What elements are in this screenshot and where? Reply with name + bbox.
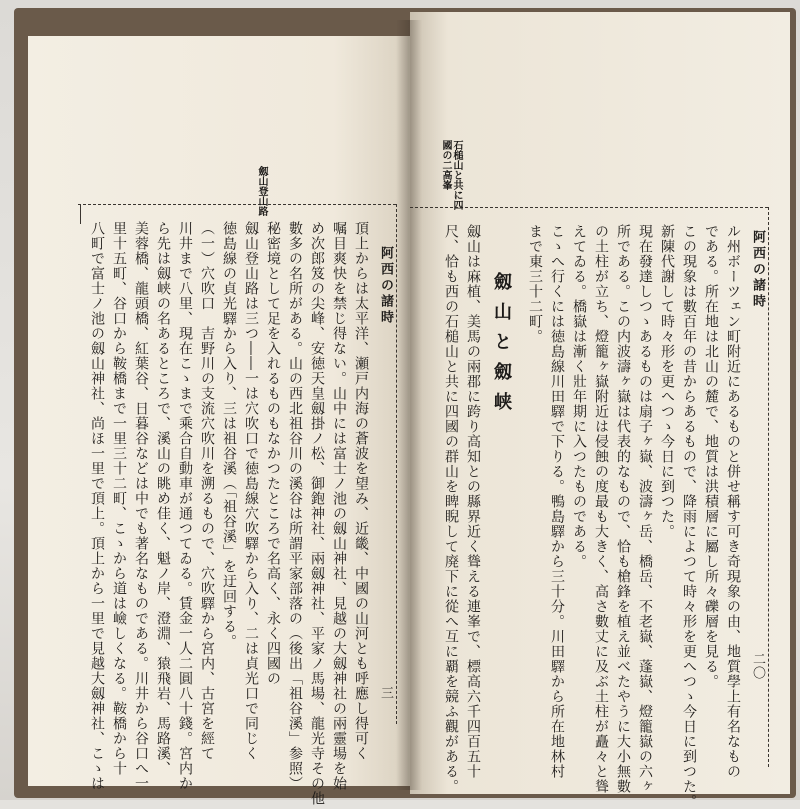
right-frame-right-rule [768,207,769,767]
right-page [410,12,790,809]
left-column-4: 數多の名所がある。山の西北祖谷川の溪谷は所謂平家部落の（後出「祖谷溪」参照） [287,221,303,791]
left-frame-top-rule [78,204,396,205]
left-column-5: 秘密境として足を入れるものもなかつたところで名高く、永く四國の [265,221,281,686]
right-column-9: こゝへ行くには徳島線川田驛で下りる。鴨島驛から三十分。川田驛から所在地林村 [549,224,565,779]
left-page-number: 三 [378,686,393,700]
left-column-13: 八町で富士ノ池の劔山神社、尚ほ一里で頂上。頂上から一里で見越大劔神社、こゝは [89,221,105,791]
right-frame-top-rule [410,207,768,208]
book-spine-shadow [396,20,422,790]
left-sidenote: 劔山登山路 [256,166,267,216]
right-column-8: えてゐる。橋嶽は漸く壯年期に入つたものである。 [571,224,587,569]
left-column-8: （一）穴吹口 吉野川の支流穴吹川を溯るもので、穴吹驛から宮内、古宮を經て [199,221,215,761]
left-column-3: め次郎笈の尖峰、安徳天皇劔掛ノ松、御鉋神社、兩劔神社、平家ノ馬場、龍光寺その他 [309,221,325,806]
right-page-number: 二〇 [750,652,765,680]
section-heading: 劔山と劔峡 [491,272,512,422]
right-column-5: 現在發達しつゝあるものは扇子ヶ嶽、波濤ヶ岳、橋岳、不老嶽、蓬嶽、燈籠嶽の六ヶ [637,224,653,794]
left-page [28,36,410,806]
right-column-4: 新陳代謝して時々形を更へつゝ今日に到つた。 [659,224,675,539]
right-column-10: まで東三十二町。 [527,224,543,344]
right-column-6: 所である。この内波濤ヶ嶽は代表的なもので、恰も槍鋒を植え並べたやうに大小無數 [615,224,631,794]
left-column-6: 劔山登山路は三つ――一は穴吹口で徳島線穴吹驛から入り、二は貞光口で同じく [243,221,259,761]
left-column-7: 徳島線の貞光驛から入り、三は祖谷溪（「祖谷溪」を迂回する。 [221,221,237,649]
left-column-10: ら先は劔峡の名あるところで、溪山の眺め佳く、魁ノ岸、澄淵、猿飛岩、馬路溪、 [155,221,171,776]
left-column-12: 里十五町、谷口から鞍橋まで一里三十二町、こゝから道は嶮しくなる。鞍橋から十 [111,221,127,776]
right-column-1: ル州ボーツェン町附近にあるものと併せ稱す可き奇現象の由、地質學上有名なもの [725,224,741,779]
right-column-3: この現象は數百年の昔からあるもので、降雨によつて時々形を更へつゝ今日に到つた。 [681,224,697,809]
left-running-head: 阿西の諸時 [378,246,393,326]
right-column-13: 尺、恰も西の石槌山と共に四國の群山を睥睨して廃下に從へ互に覇を競ふ觀がある。 [443,224,459,794]
left-column-11: 美蓉橋、龍頭橋、紅葉谷、日暮谷などは中でも著名なものである。川井から谷口へ一 [133,221,149,791]
left-column-2: 嘱目爽快を禁じ得ない。山中には富士ノ池の劔山神社、見越の大劔神社の兩靈場を始 [331,221,347,791]
right-running-head: 阿西の諸時 [750,230,765,310]
right-column-12: 劔山は麻植、美馬の兩郡に跨り高知との縣界近く聳える連峯で、標高六千四百五十 [465,224,481,779]
right-sidenote: 石槌山と共に四國の二高峯 [440,140,462,210]
left-column-1: 頂上からは太平洋、瀬戸内海の蒼波を望み、近畿、中國の山河とも呼應し得可く [353,221,369,761]
right-column-2: である。所在地は北山の麓で、地質は洪積層に屬し所々礫層を見る。 [703,224,719,689]
right-column-7: の土柱が立ち、燈籠ヶ嶽附近は侵蝕の度最も大きく、高さ數丈に及ぶ土柱が矗々と聳 [593,224,609,794]
left-column-9: 川井まで八里、現在こゝまで乘合自動車が通つてゐる。賃金一人二圓八十錢。宮内か [177,221,193,791]
left-frame-corner [80,204,81,224]
